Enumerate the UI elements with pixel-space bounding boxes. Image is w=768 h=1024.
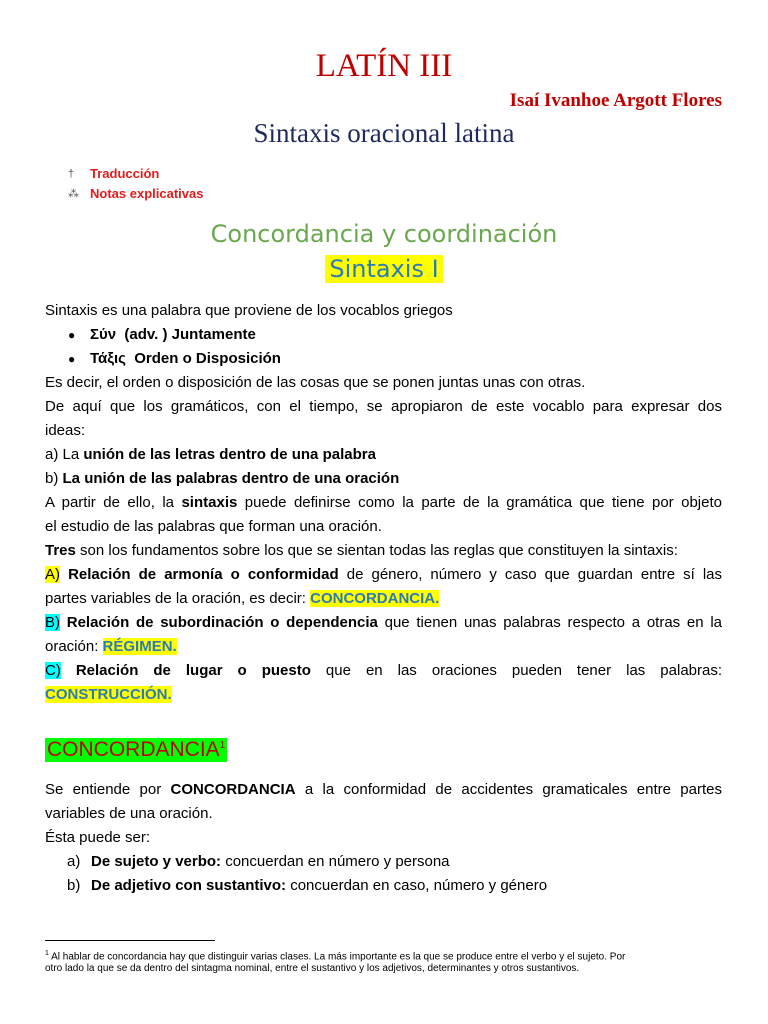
greek-word: Σύν bbox=[90, 326, 117, 343]
label-b: B) bbox=[45, 614, 60, 631]
legend-label: Notas explicativas bbox=[90, 186, 204, 201]
term-construccion: CONSTRUCCIÓN. bbox=[45, 686, 172, 703]
term-regimen: RÉGIMEN. bbox=[102, 638, 177, 655]
paragraph-sintaxis-def-cont: el estudio de las palabras que forman una oración. bbox=[45, 518, 382, 535]
concordancia-item-sujeto-verbo: a) De sujeto y verbo: concuerdan en número y persona bbox=[67, 853, 450, 870]
document-subtitle: Sintaxis oracional latina bbox=[253, 118, 515, 148]
fundamento-a: A) Relación de armonía o conformidad de género, número y caso que guardan entre sí las bbox=[45, 566, 722, 583]
footnote-marker: 1 bbox=[45, 950, 49, 957]
idea-b-text: La unión de las palabras dentro de una oración bbox=[62, 470, 400, 487]
legend-label: Traducción bbox=[90, 166, 160, 181]
greek-gloss: (adv. ) Juntamente bbox=[124, 326, 256, 343]
greek-gloss: Orden o Disposición bbox=[134, 350, 281, 367]
notes-icon: ⁂ bbox=[68, 188, 79, 200]
footnote-divider bbox=[45, 940, 215, 941]
fundamento-a-cont: partes variables de la oración, es decir: CONCORDANCIA. bbox=[45, 590, 440, 607]
greek-bullet-syn bbox=[68, 325, 256, 345]
footnote-ref[interactable]: 1 bbox=[219, 740, 226, 751]
concordancia-item-adjetivo-sustantivo: b) De adjetivo con sustantivo: concuerdan en caso, número y género bbox=[67, 877, 548, 894]
fundamento-b: B) Relación de subordinación o dependencia que tienen unas palabras respecto a otras en la bbox=[45, 614, 722, 631]
footnote-line-2: otro lado la que se da dentro del sintagma nominal, entre el sustantivo y los adjetivos, determinantes y otros sustantivos. bbox=[45, 963, 580, 974]
bullet-icon: ● bbox=[68, 352, 76, 366]
label-c: C) bbox=[45, 662, 61, 679]
paragraph-fundamentos: Tres son los fundamentos sobre los que se sientan todas las reglas que constituyen la sintaxis: bbox=[45, 542, 678, 559]
section-heading: Concordancia y coordinación bbox=[210, 220, 558, 248]
author-name: Isaí Ivanhoe Argott Flores bbox=[509, 90, 722, 111]
document-title: LATÍN III bbox=[315, 48, 453, 84]
label-a: A) bbox=[45, 566, 60, 583]
paragraph-orden: Es decir, el orden o disposición de las cosas que se ponen juntas unas con otras. bbox=[45, 374, 586, 391]
concordancia-puede: Ésta puede ser: bbox=[45, 829, 151, 846]
greek-word: Τάξις bbox=[90, 350, 126, 367]
footnote-line-1: $^1$ Al hablar de concordancia hay que distinguir varias clases. La más importante es la que se produce entre el verbo y el sujeto. Por bbox=[45, 950, 626, 963]
greek-bullet-taxis bbox=[68, 349, 281, 369]
paragraph-sintaxis-def: A partir de ello, la sintaxis puede definirse como la parte de la gramática que tiene por objeto bbox=[45, 494, 722, 511]
legend-item-traduccion bbox=[68, 166, 159, 181]
fundamento-c: C) Relación de lugar o puesto que en las oraciones pueden tener las palabras: bbox=[45, 662, 723, 679]
cross-icon: † bbox=[68, 167, 75, 180]
idea-b: b) La unión de las palabras dentro de una oración bbox=[45, 470, 400, 487]
paragraph-gramaticos: De aquí que los gramáticos, con el tiempo, se apropiaron de este vocablo para expresar dos bbox=[45, 398, 722, 415]
intro-paragraph: Sintaxis es una palabra que proviene de los vocablos griegos bbox=[45, 302, 453, 319]
idea-a-text: unión de las letras dentro de una palabra bbox=[83, 446, 376, 463]
section-subheading: Sintaxis I bbox=[325, 255, 442, 283]
paragraph-gramaticos-cont: ideas: bbox=[45, 422, 86, 439]
term-concordancia: CONCORDANCIA. bbox=[310, 590, 440, 607]
idea-a: a) La unión de las letras dentro de una palabra bbox=[45, 446, 376, 463]
section-subheading-wrap bbox=[0, 255, 768, 283]
fundamento-c-cont bbox=[45, 685, 722, 705]
concordancia-definition-cont: variables de una oración. bbox=[45, 805, 213, 822]
bullet-icon: ● bbox=[68, 328, 76, 342]
concordancia-definition: Se entiende por CONCORDANCIA a la conformidad de accidentes gramaticales entre partes bbox=[45, 781, 722, 798]
legend-item-notas bbox=[68, 186, 203, 201]
concordancia-heading: CONCORDANCIA$^1$ bbox=[47, 738, 226, 761]
fundamento-b-cont: oración: RÉGIMEN. bbox=[45, 638, 177, 655]
